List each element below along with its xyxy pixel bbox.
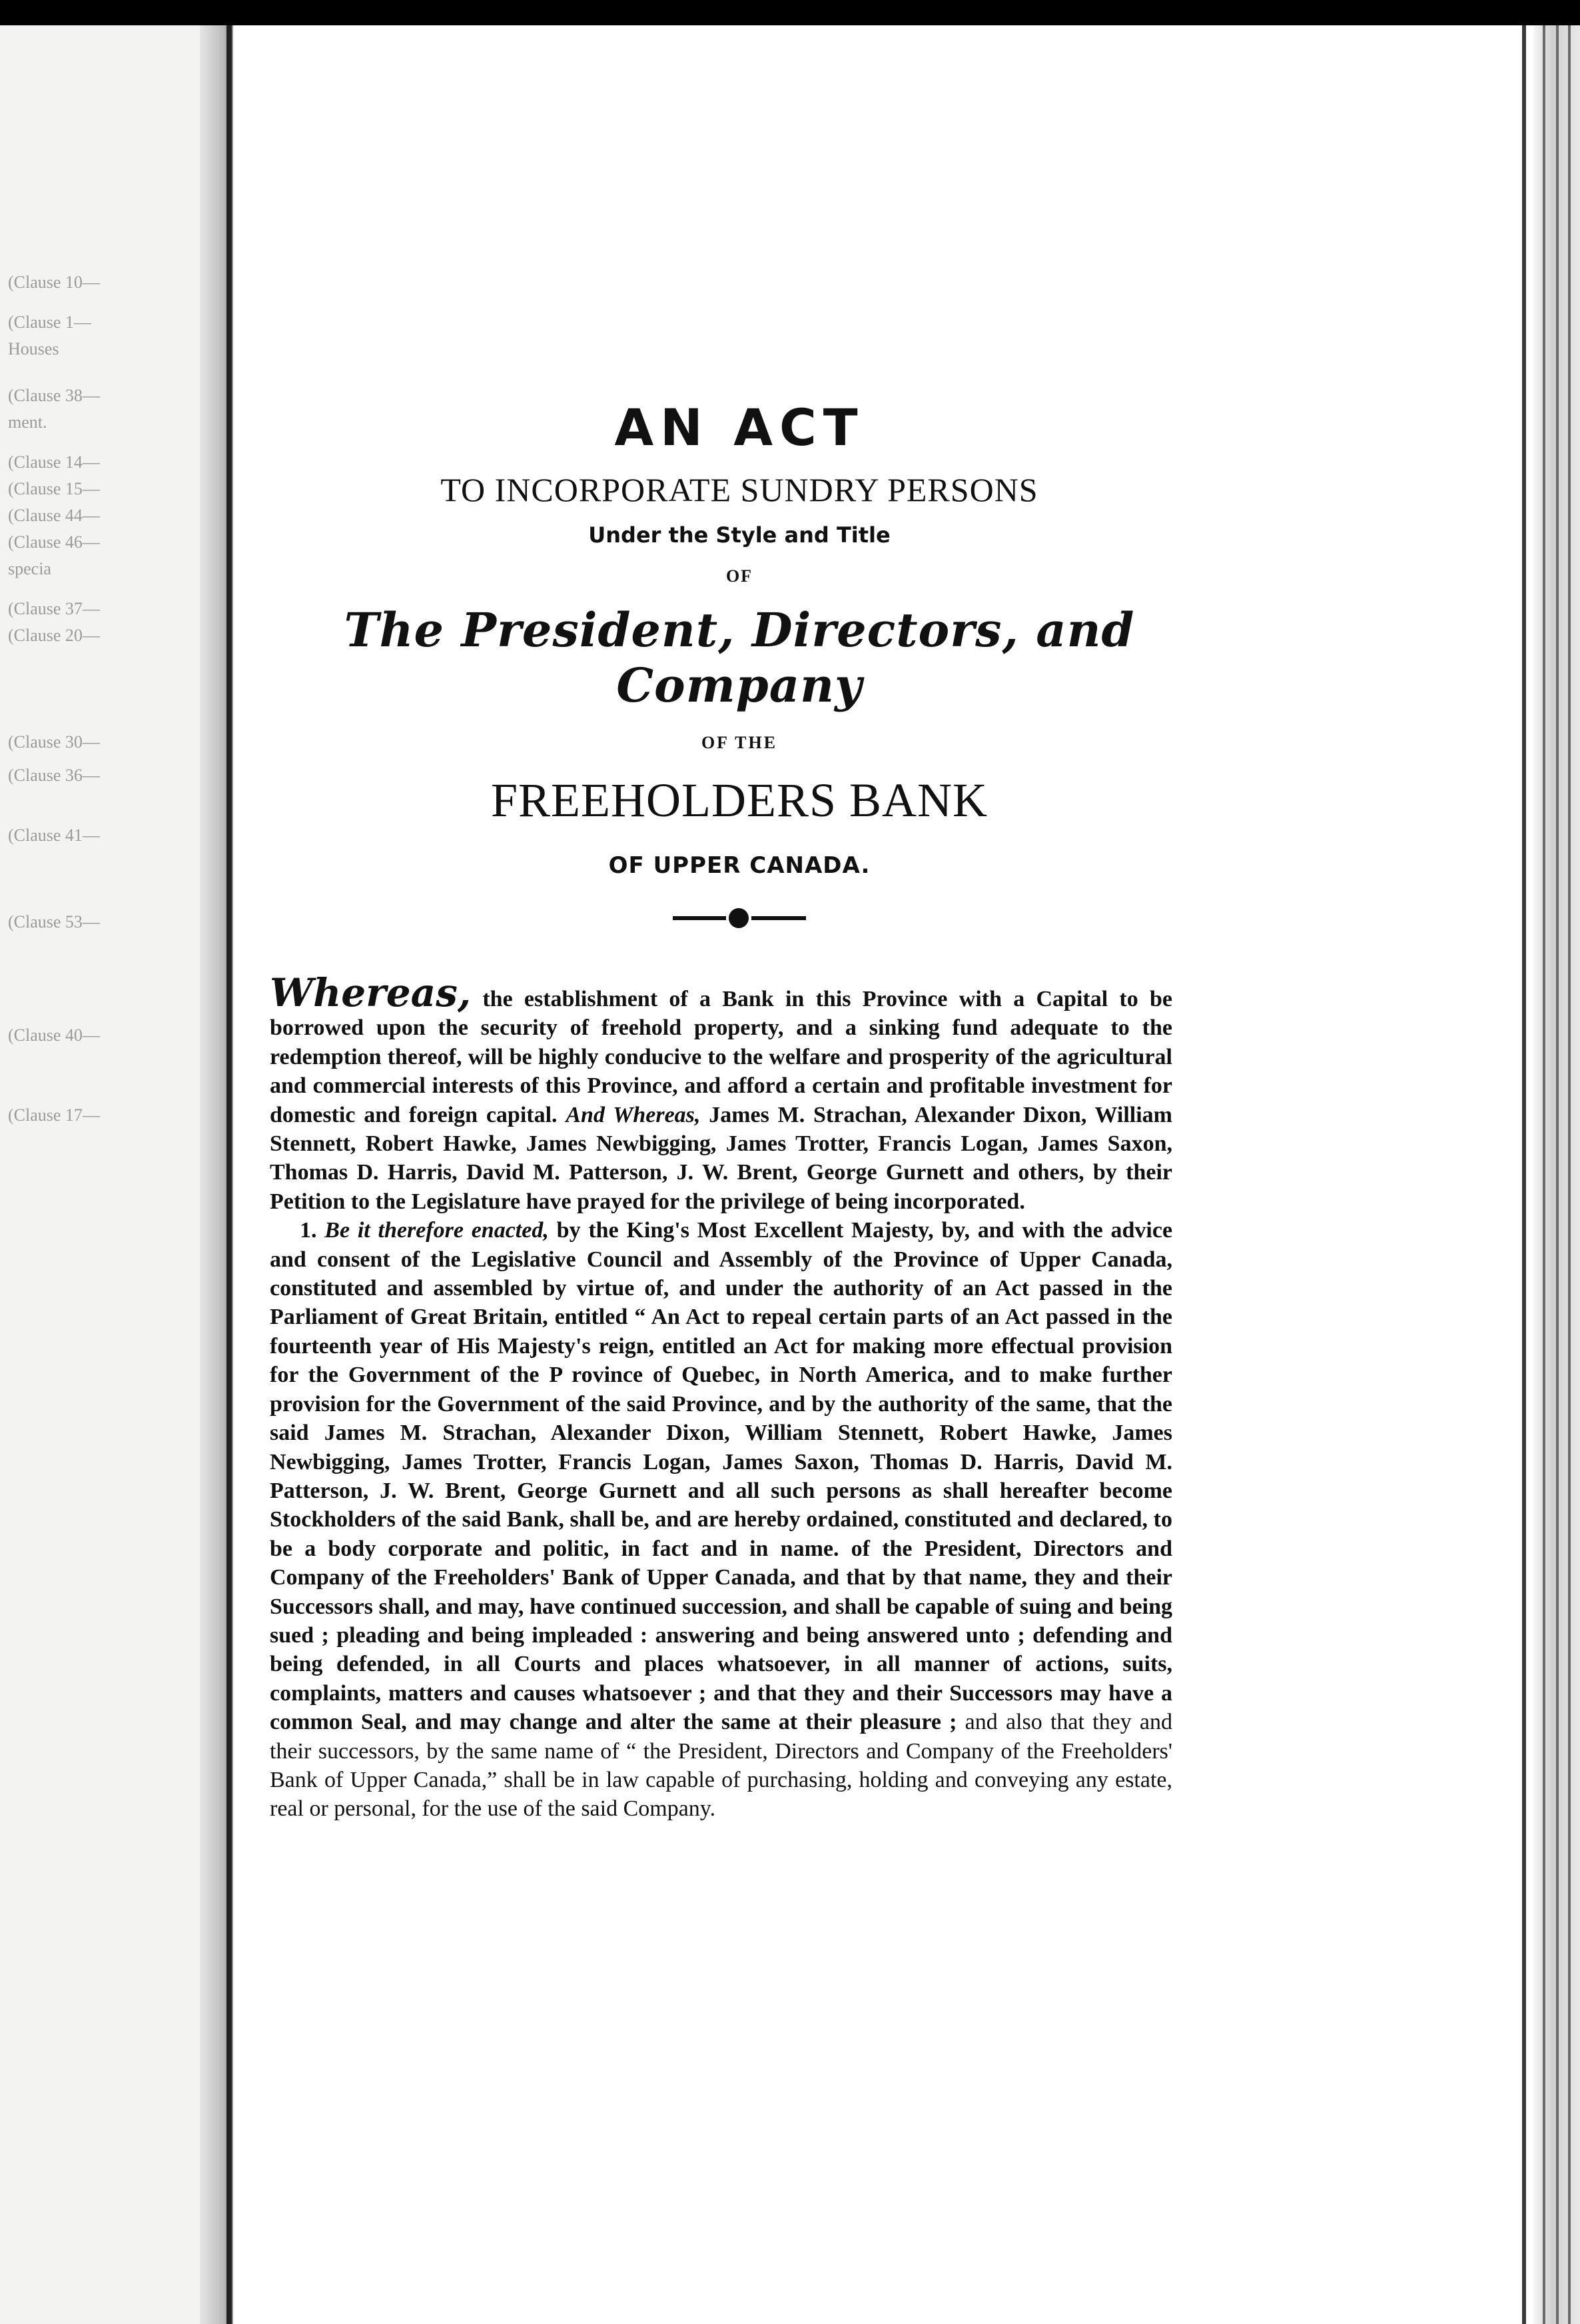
of-the-line: OF THE — [701, 732, 778, 752]
margin-note: (Clause 38— — [8, 386, 100, 405]
margin-note: (Clause 20— — [8, 626, 100, 645]
style-and-title-line: Under the Style and Title — [588, 522, 891, 548]
preamble-text-continued: James M. Strachan, Alexander Dixon, William Stennett, Robert Hawke, James Newbigging, James Trotter, Francis Logan, James Saxon, Thomas D. Harris, David M. Patterson, J. W. Brent, George Gurnett and others, by their Petition to the Legislature have prayed for the privilege of being incorporated. — [270, 1102, 1173, 1214]
margin-note: (Clause 40— — [8, 1025, 100, 1045]
page-edge-line — [1543, 25, 1545, 2324]
margin-note: ment. — [8, 412, 47, 432]
margin-note: (Clause 46— — [8, 532, 100, 552]
section-number: 1. — [300, 1218, 317, 1243]
preamble-paragraph — [270, 970, 1173, 1216]
margin-note: (Clause 14— — [8, 452, 100, 472]
stacked-page-edges — [1533, 25, 1580, 2324]
title-block — [266, 373, 1212, 928]
facing-page-fragment — [0, 25, 226, 2324]
margin-note: (Clause 17— — [8, 1105, 100, 1125]
page-edge-right — [1522, 25, 1526, 2324]
section-1-text-end: and also that they and their successors, by the same name of “ the President, Directors and Company of the Freeholders' Bank of Upper Canada,” shall be in law capable of purchasing, holding and conveying any estate, real or personal, for the use of the said Company. — [270, 1710, 1172, 1822]
and-whereas: And Whereas, — [566, 1102, 701, 1127]
enacting-clause: Be it therefore enacted, — [324, 1218, 549, 1243]
section-1-text: by the King's Most Excellent Majesty, by, and with the advice and consent of the Legislative Council and Assembly of the Province of Upper Canada, constituted and assembled by virtue of, and under the authority of an Act passed in the Parliament of Great Britain, entitled “ An Act to repeal certain parts of an Act passed in the fourteenth year of His Majesty's reign, entitled an Act for making more effectual provision for the Government of the P rovince of Quebec, in North America, and to make further provision for the Government of the said Province, and by the authority of the same, that the said James M. Strachan, Alexander Dixon, William Stennett, Robert Hawke, James Newbigging, James Trotter, Francis Logan, James Saxon, Thomas D. Harris, David M. Patterson, J. W. Brent, George Gurnett and all such persons as shall hereafter become Stockholders of the said Bank, shall be, and are hereby ordained, constituted and declared, to be a body corporate and politic, in fact and in name. of the President, Directors and Company of the Freeholders' Bank of Upper Canada, and that by that name, they and their Successors shall, and may, have continued succession, and shall be capable of suing and being sued ; pleading and being impleaded : answering and being answered unto ; defending and being defended, in all Courts and places whatsoever, in all manner of actions, suits, complaints, matters and causes whatsoever ; and that they and their Successors may have a common Seal, and may change and alter the same at their pleasure ; — [270, 1218, 1173, 1735]
page-edge-line — [1568, 25, 1571, 2324]
page-edge-line — [1556, 25, 1559, 2324]
margin-note: (Clause 53— — [8, 912, 100, 931]
upper-canada-heading: OF UPPER CANADA. — [608, 852, 871, 879]
of-line: OF — [725, 566, 753, 586]
scan-top-border — [0, 0, 1580, 25]
act-heading: AN ACT — [614, 398, 865, 457]
act-body — [270, 970, 1173, 1824]
ornamental-rule-icon — [673, 908, 806, 928]
margin-note: (Clause 44— — [8, 506, 100, 525]
whereas-display-word: Whereas, — [270, 970, 472, 1015]
margin-note: specia — [8, 559, 51, 578]
preamble-text: the establishment of a Bank in this Province with a Capital to be borrowed upon the security of freehold property, and a sinking fund adequate to the redemption thereof, will be highly conducive to the welfare and prosperity of the agricultural and commercial interests of this Province, and afford a certain and profitable investment for domestic and foreign capital. — [270, 987, 1172, 1127]
page-edge-left — [226, 25, 232, 2324]
incorporate-heading: TO INCORPORATE SUNDRY PERSONS — [440, 470, 1038, 508]
margin-note: (Clause 15— — [8, 479, 100, 498]
margin-note: (Clause 41— — [8, 826, 100, 845]
margin-note: (Clause 37— — [8, 599, 100, 618]
margin-note: (Clause 36— — [8, 766, 100, 785]
margin-note: Houses — [8, 339, 59, 358]
section-1-paragraph — [270, 1216, 1172, 1824]
margin-note: (Clause 10— — [8, 273, 100, 292]
bank-name-heading: FREEHOLDERS BANK — [490, 773, 988, 827]
margin-note: (Clause 30— — [8, 732, 100, 752]
president-directors-company-heading: The President, Directors, and Company — [344, 602, 1135, 713]
margin-note: (Clause 1— — [8, 312, 91, 332]
